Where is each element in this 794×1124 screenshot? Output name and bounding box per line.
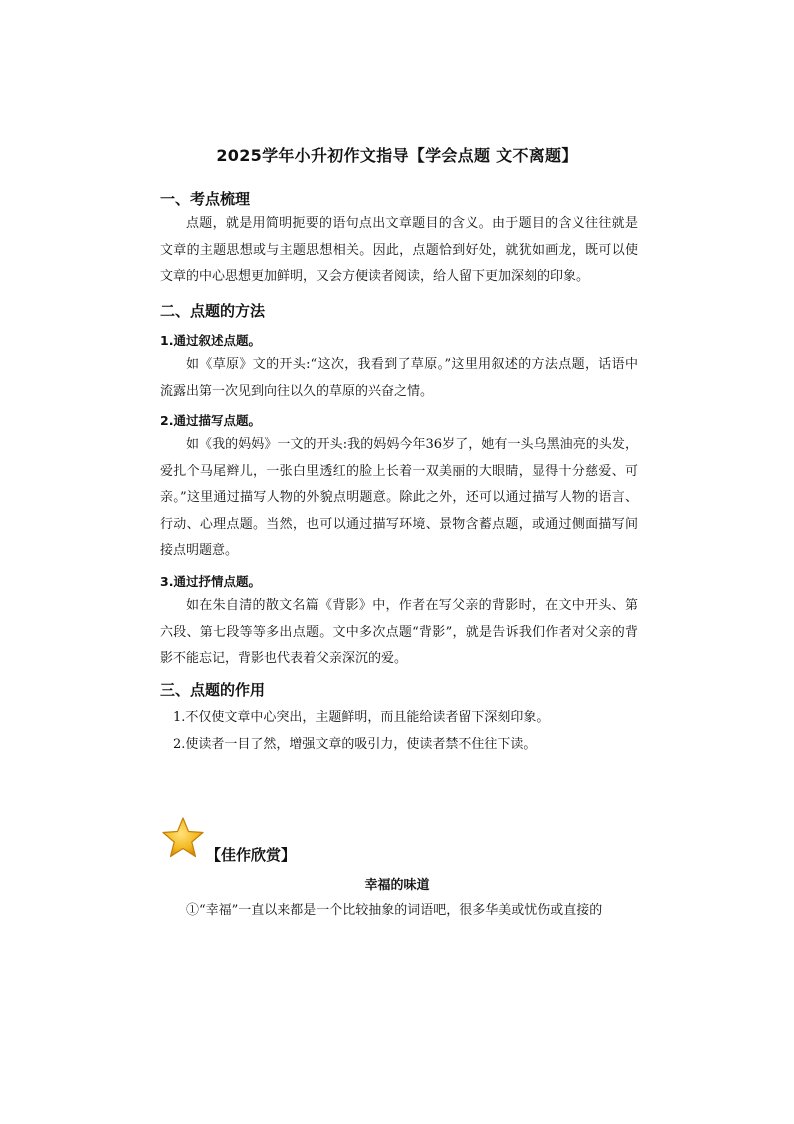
- list-item: 1.不仅使文章中心突出，主题鲜明，而且能给读者留下深刻印象。: [173, 710, 550, 725]
- method-paragraph-lyric: 如在朱自清的散文名篇《背影》中，作者在写父亲的背影时，在文中开头、第六段、第七段等等多出点题。文中多次点题“背影”，就是告诉我们作者对父亲的背影不能忘记，背影也代表着父亲深沉的爱。: [160, 598, 638, 666]
- method-heading-description: 2.通过描写点题。: [160, 413, 261, 428]
- section-heading-key-points: 一、考点梳理: [160, 190, 251, 208]
- method-heading-narration: 1.通过叙述点题。: [160, 333, 261, 348]
- star-icon: [160, 815, 206, 861]
- method-paragraph-narration: 如《草原》文的开头:“这次，我看到了草原。”这里用叙述的方法点题，话语中流露出第一次见到向往以久的草原的兴奋之情。: [160, 357, 638, 399]
- section-heading-functions: 三、点题的作用: [160, 681, 266, 699]
- method-paragraph-description: 如《我的妈妈》一文的开头:我的妈妈今年36岁了，她有一头乌黑油亮的头发，爱扎个马尾辫儿，一张白里透红的脸上长着一双美丽的大眼睛，显得十分慈爱、可亲。”这里通过描写人物的外貌点明题意。除此之外，还可以通过描写人物的语言、行动、心理点题。当然，也可以通过描写环境、景物含蓄点题，或通过侧面描写间接点明题意。: [160, 437, 638, 558]
- section-paragraph-key-points: 点题，就是用简明扼要的语句点出文章题目的含义。由于题目的含义往往就是文章的主题思想或与主题思想相关。因此，点题恰到好处，就犹如画龙，既可以使文章的中心思想更加鲜明，又会方便读者阅读，给人留下更加深刻的印象。: [160, 216, 638, 284]
- list-item: 2.使读者一目了然，增强文章的吸引力，使读者禁不住往下读。: [173, 737, 537, 752]
- appreciation-label: 【佳作欣赏】: [206, 846, 297, 864]
- essay-title: 幸福的味道: [364, 878, 430, 893]
- section-heading-methods: 二、点题的方法: [160, 302, 266, 320]
- essay-first-line: ①“幸福”一直以来都是一个比较抽象的词语吧，很多华美或忧伤或直接的: [186, 903, 603, 918]
- document-title: 2025学年小升初作文指导【学会点题 文不离题】: [216, 146, 578, 165]
- method-heading-lyric: 3.通过抒情点题。: [160, 574, 261, 589]
